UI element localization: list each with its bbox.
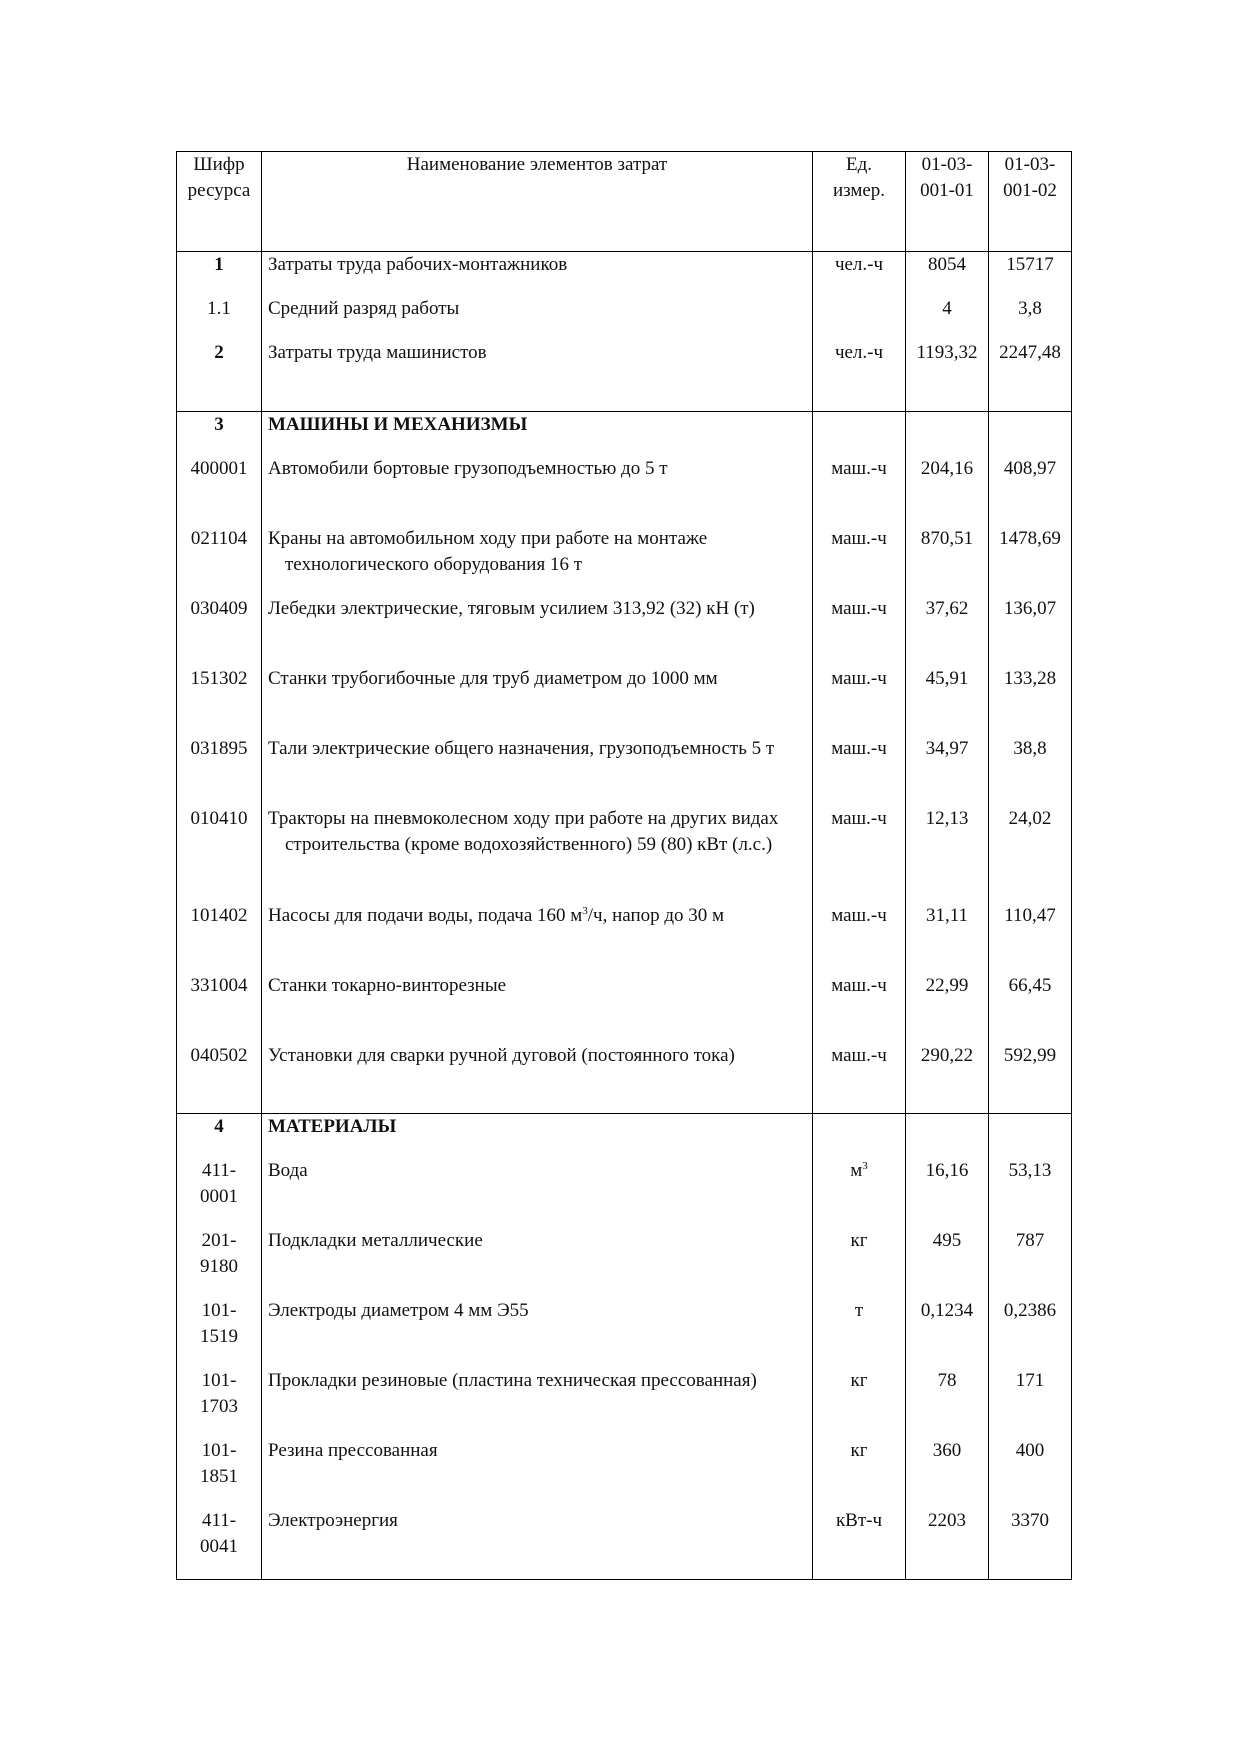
row-unit: кг (813, 1228, 906, 1298)
row-unit: маш.-ч (813, 736, 906, 806)
name-part: /ч, напор до 30 м (587, 904, 725, 926)
row-name (262, 666, 813, 736)
row-unit: маш.-ч (813, 666, 906, 736)
row-value-1: 870,51 (906, 526, 989, 596)
row-name: Средний разряд работы (262, 296, 813, 340)
row-unit: маш.-ч (813, 456, 906, 526)
row-value-1: 290,22 (906, 1043, 989, 1114)
table-row (177, 736, 1072, 806)
row-value-2: 66,45 (989, 973, 1072, 1043)
row-value-1: 2203 (906, 1508, 989, 1579)
row-name: Затраты труда рабочих-монтажников (262, 252, 813, 297)
row-name (262, 736, 813, 806)
row-value-1: 204,16 (906, 456, 989, 526)
row-code: 411-0001 (177, 1158, 262, 1228)
resource-table (176, 151, 1072, 1580)
row-code: 101-1703 (177, 1368, 262, 1438)
header-col1: 01-03-001-01 (906, 152, 989, 252)
header-name: Наименование элементов затрат (262, 152, 813, 252)
row-name: Затраты труда машинистов (262, 340, 813, 411)
row-name (262, 806, 813, 903)
header-col2: 01-03-001-02 (989, 152, 1072, 252)
table-row (177, 596, 1072, 666)
row-value-1: 45,91 (906, 666, 989, 736)
table-row (177, 526, 1072, 596)
table-row (177, 666, 1072, 736)
row-unit: чел.-ч (813, 252, 906, 297)
row-value-1: 0,1234 (906, 1298, 989, 1368)
table-row (177, 340, 1072, 411)
table-row (177, 296, 1072, 340)
row-code: 151302 (177, 666, 262, 736)
row-code: 1.1 (177, 296, 262, 340)
row-value-1: 16,16 (906, 1158, 989, 1228)
superscript: 3 (862, 1160, 868, 1172)
row-unit: т (813, 1298, 906, 1368)
row-value-1: 31,11 (906, 903, 989, 973)
row-value-2: 2247,48 (989, 340, 1072, 411)
row-value-1: 34,97 (906, 736, 989, 806)
row-name: Резина прессованная (262, 1438, 813, 1508)
row-name-text: Станки токарно-винторезные (268, 974, 507, 996)
table-row (177, 1158, 1072, 1228)
row-value-1: 495 (906, 1228, 989, 1298)
row-value-2: 136,07 (989, 596, 1072, 666)
row-name (262, 1368, 813, 1438)
row-code: 1 (177, 252, 262, 297)
row-name-text (268, 903, 806, 929)
superscript: 3 (582, 904, 588, 917)
row-name-text: Тракторы на пневмоколесном ходу при работе на других видах строительства (кроме водохозяйственного) 59 (80) кВт (л.с.) (268, 807, 779, 855)
row-value-2: 110,47 (989, 903, 1072, 973)
empty-cell (813, 411, 906, 456)
table-row (177, 252, 1072, 297)
table-row (177, 903, 1072, 973)
row-name (262, 596, 813, 666)
row-name-text: Прокладки резиновые (пластина техническая прессованная) (268, 1370, 757, 1391)
row-value-1: 22,99 (906, 973, 989, 1043)
row-code: 010410 (177, 806, 262, 903)
row-value-2: 3,8 (989, 296, 1072, 340)
row-unit: маш.-ч (813, 973, 906, 1043)
row-value-1: 78 (906, 1368, 989, 1438)
row-value-2: 0,2386 (989, 1298, 1072, 1368)
row-name-text: Краны на автомобильном ходу при работе на монтаже технологического оборудования 16 т (268, 527, 708, 575)
row-value-2: 15717 (989, 252, 1072, 297)
row-value-1: 360 (906, 1438, 989, 1508)
name-part: Насосы для подачи воды, подача 160 м (268, 904, 583, 926)
row-code: 331004 (177, 973, 262, 1043)
row-code: 411-0041 (177, 1508, 262, 1579)
row-code: 201-9180 (177, 1228, 262, 1298)
empty-cell (989, 411, 1072, 456)
table-row (177, 1298, 1072, 1368)
row-code: 030409 (177, 596, 262, 666)
empty-cell (989, 1114, 1072, 1159)
row-name: Вода (262, 1158, 813, 1228)
header-code: Шифр ресурса (177, 152, 262, 252)
empty-cell (906, 1114, 989, 1159)
row-name-text: Станки трубогибочные для труб диаметром до 1000 мм (268, 667, 718, 689)
empty-cell (813, 1114, 906, 1159)
table-row (177, 1368, 1072, 1438)
row-name-text: Лебедки электрические, тяговым усилием 313,92 (32) кН (т) (268, 597, 755, 619)
row-code: 101-1851 (177, 1438, 262, 1508)
table-header-row (177, 152, 1072, 252)
row-code: 2 (177, 340, 262, 411)
row-value-2: 408,97 (989, 456, 1072, 526)
table-row (177, 1228, 1072, 1298)
row-value-1: 4 (906, 296, 989, 340)
table-row (177, 973, 1072, 1043)
row-unit: маш.-ч (813, 903, 906, 973)
section-code: 4 (177, 1114, 262, 1159)
row-value-2: 24,02 (989, 806, 1072, 903)
row-name-text: Установки для сварки ручной дуговой (постоянного тока) (268, 1044, 735, 1066)
row-code: 101-1519 (177, 1298, 262, 1368)
row-unit: чел.-ч (813, 340, 906, 411)
row-value-1: 37,62 (906, 596, 989, 666)
row-value-2: 787 (989, 1228, 1072, 1298)
section-code: 3 (177, 411, 262, 456)
row-name-text: Автомобили бортовые грузоподъемностью до 5 т (268, 457, 668, 479)
row-value-2: 171 (989, 1368, 1072, 1438)
row-name: Подкладки металлические (262, 1228, 813, 1298)
row-unit: кВт-ч (813, 1508, 906, 1579)
row-code: 400001 (177, 456, 262, 526)
row-value-2: 53,13 (989, 1158, 1072, 1228)
row-name: Электроэнергия (262, 1508, 813, 1579)
table-row (177, 806, 1072, 903)
table-row (177, 1508, 1072, 1579)
row-value-2: 1478,69 (989, 526, 1072, 596)
row-unit: маш.-ч (813, 596, 906, 666)
row-name (262, 903, 813, 973)
table-row (177, 1043, 1072, 1114)
row-value-1: 1193,32 (906, 340, 989, 411)
section-title: МАШИНЫ И МЕХАНИЗМЫ (262, 411, 813, 456)
row-value-1: 8054 (906, 252, 989, 297)
row-code: 031895 (177, 736, 262, 806)
row-name (262, 526, 813, 596)
row-name: Электроды диаметром 4 мм Э55 (262, 1298, 813, 1368)
row-unit: маш.-ч (813, 1043, 906, 1114)
row-unit: кг (813, 1438, 906, 1508)
row-value-1: 12,13 (906, 806, 989, 903)
row-unit: кг (813, 1368, 906, 1438)
row-unit: маш.-ч (813, 806, 906, 903)
row-value-2: 3370 (989, 1508, 1072, 1579)
row-unit (813, 296, 906, 340)
row-name (262, 1043, 813, 1114)
row-value-2: 133,28 (989, 666, 1072, 736)
row-code: 040502 (177, 1043, 262, 1114)
header-unit: Ед. измер. (813, 152, 906, 252)
row-name (262, 456, 813, 526)
row-unit: маш.-ч (813, 526, 906, 596)
section-header-row (177, 411, 1072, 456)
row-name-text: Тали электрические общего назначения, грузоподъемность 5 т (268, 737, 775, 759)
table-row (177, 1438, 1072, 1508)
section-header-row (177, 1114, 1072, 1159)
row-value-2: 400 (989, 1438, 1072, 1508)
row-name (262, 973, 813, 1043)
row-unit (813, 1158, 906, 1228)
row-value-2: 592,99 (989, 1043, 1072, 1114)
row-code: 021104 (177, 526, 262, 596)
section-title: МАТЕРИАЛЫ (262, 1114, 813, 1159)
row-code: 101402 (177, 903, 262, 973)
empty-cell (906, 411, 989, 456)
row-value-2: 38,8 (989, 736, 1072, 806)
table-row (177, 456, 1072, 526)
unit-base: м (850, 1160, 863, 1181)
